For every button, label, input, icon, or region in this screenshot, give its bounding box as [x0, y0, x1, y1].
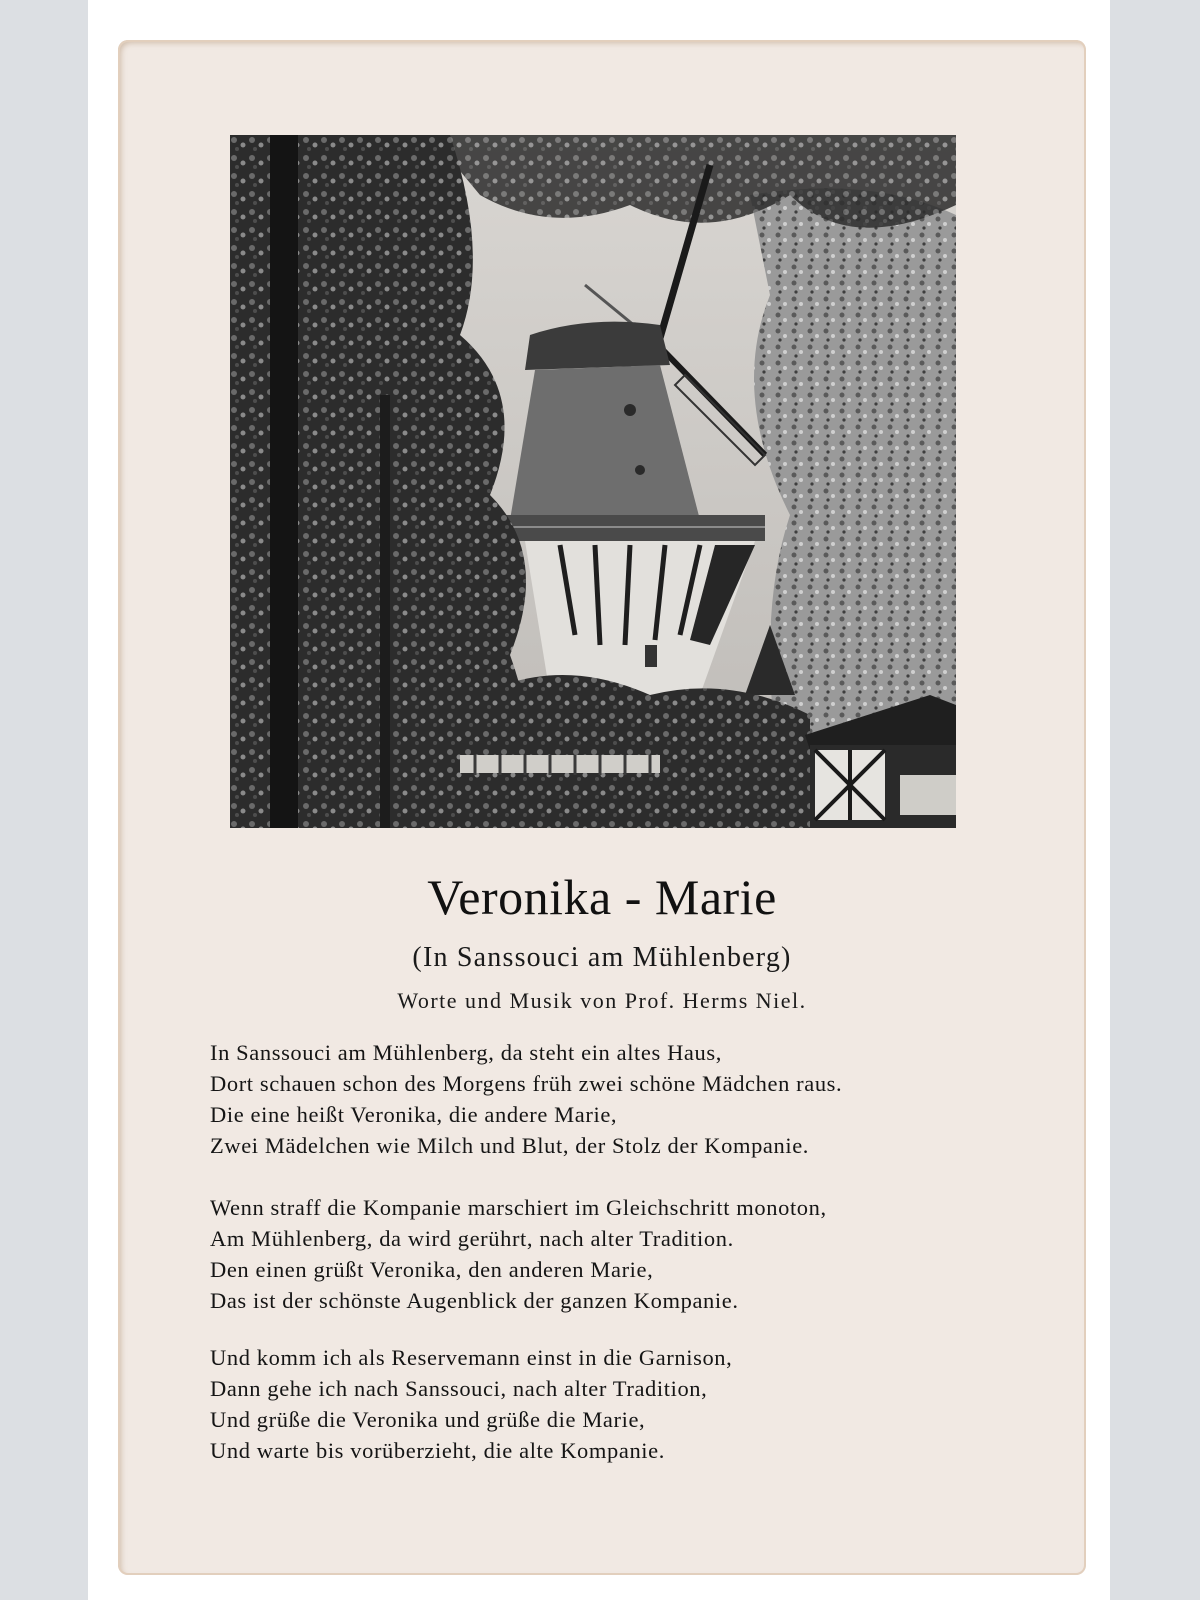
verse-2	[210, 1192, 1010, 1316]
song-title: Veronika - Marie	[427, 869, 777, 925]
verse-line: Das ist der schönste Augenblick der ganzen Kompanie.	[210, 1288, 739, 1313]
verse-line: Am Mühlenberg, da wird gerührt, nach alter Tradition.	[210, 1226, 734, 1251]
song-credit: Worte und Musik von Prof. Herms Niel.	[397, 988, 807, 1013]
song-subtitle: (In Sanssouci am Mühlenberg)	[412, 942, 792, 973]
verse-line: Dann gehe ich nach Sanssouci, nach alter Tradition,	[210, 1376, 708, 1401]
verse-line: Und komm ich als Reservemann einst in die Garnison,	[210, 1345, 733, 1370]
verse-line: Und warte bis vorüberzieht, die alte Kompanie.	[210, 1438, 665, 1463]
verse-line: Die eine heißt Veronika, die andere Marie,	[210, 1102, 618, 1127]
windmill-photo	[230, 135, 956, 828]
verse-3	[210, 1342, 1010, 1466]
verse-line: Und grüße die Veronika und grüße die Marie,	[210, 1407, 646, 1432]
windmill-photo-illustration	[230, 135, 956, 828]
verse-line: Wenn straff die Kompanie marschiert im Gleichschritt monoton,	[210, 1195, 827, 1220]
verse-line: Den einen grüßt Veronika, den anderen Marie,	[210, 1257, 654, 1282]
verse-line: Dort schauen schon des Morgens früh zwei schöne Mädchen raus.	[210, 1071, 843, 1096]
verse-line: Zwei Mädelchen wie Milch und Blut, der Stolz der Kompanie.	[210, 1133, 810, 1158]
verse-1	[210, 1037, 1010, 1161]
verse-line: In Sanssouci am Mühlenberg, da steht ein altes Haus,	[210, 1040, 722, 1065]
